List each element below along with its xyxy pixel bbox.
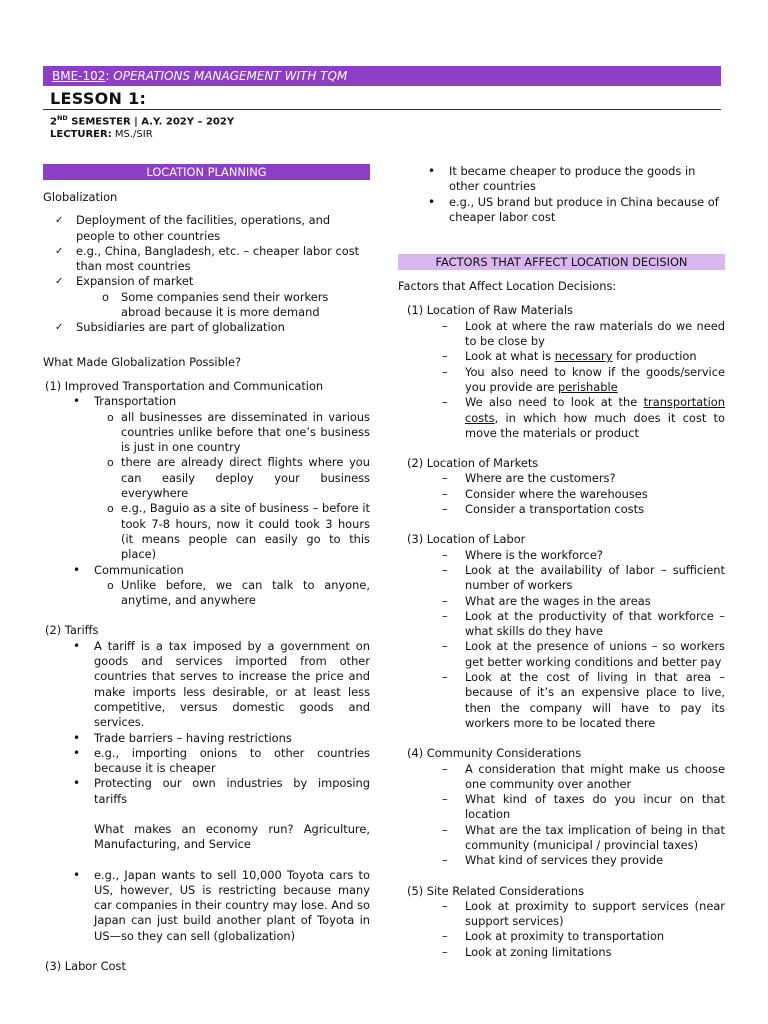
list-item-text: Expansion of market [76,274,194,289]
list-item: – What are the tax implication of being in that community (municipal / provincial taxes) [398,823,725,854]
raw-materials-title: (1) Location of Raw Materials [407,303,573,318]
transport-comm-list [43,394,370,608]
list-item: – Consider a transportation costs [398,502,725,517]
community-title: (4) Community Considerations [407,746,582,761]
list-item: o all businesses are disseminated in various countries unlike before that one’s business is just in one country [43,410,370,456]
list-item-text: Look at what is [465,349,555,364]
list-item: o Unlike before, we can talk to anyone, anytime, and anywhere [43,578,370,609]
course-code: BME-102 [52,69,106,83]
list-item: ✓ e.g., China, Bangladesh, etc. – cheaper labor cost than most countries [43,244,370,275]
semester-suffix: ND [56,114,68,122]
list-item: – Look at proximity to support services (near support services) [398,899,725,930]
list-item: – Look at proximity to transportation [398,929,725,944]
lecturer-label: LECTURER: [50,129,112,140]
list-item: ✓ Subsidiaries are part of globalization [43,320,370,335]
list-item: – A consideration that might make us choose one community over another [398,762,725,793]
list-item: • Trade barriers – having restrictions [43,731,370,746]
globalization-sublist [43,290,370,321]
list-item: – Consider where the warehouses [398,487,725,502]
course-title: OPERATIONS MANAGEMENT WITH TQM [113,69,348,83]
underlined-term: transportation costs [465,395,725,425]
list-item: – Look at the availability of labor – sufficient number of workers [398,563,725,594]
labor-cost-list [398,164,725,225]
list-item [43,563,370,609]
list-item: ✓ Deployment of the facilities, operations, and people to other countries [43,213,370,244]
markets-title: (2) Location of Markets [407,456,539,471]
list-item: – Look at zoning limitations [398,945,725,960]
list-item-text: You also need to know if the goods/service you provide are [465,364,725,394]
left-column [43,164,370,974]
list-item: • e.g., US brand but produce in China because of cheaper labor cost [398,195,725,226]
labor-list [398,548,725,732]
raw-materials-list [398,319,725,441]
list-item: – Look at the cost of living in that area – because of it’s an expensive place to live, then the company will have to pay its workers more to be located there [398,670,725,731]
right-column [398,164,725,960]
list-item: • A tariff is a tax imposed by a government on goods and services imported from other countries that serves to increase the price and make imports less desirable, or at least less competitive, versus domestic goods and services. [43,639,370,731]
list-item: – What kind of services they provide [398,853,725,868]
semester-line [50,114,234,127]
header-rule [43,109,721,110]
factors-heading: FACTORS THAT AFFECT LOCATION DECISION [398,254,725,270]
list-item: o there are already direct flights where you can easily deploy your business everywhere [43,455,370,501]
location-planning-heading: LOCATION PLANNING [43,164,370,180]
semester-number: 2 [50,116,57,128]
tariffs-title: (2) Tariffs [45,623,99,638]
globalization-heading: Globalization [43,190,118,204]
transport-comm-title: (1) Improved Transportation and Communication [45,378,324,393]
list-item: – What are the wages in the areas [398,594,725,609]
markets-list [398,471,725,517]
list-item: – Where are the customers? [398,471,725,486]
list-item: – Look at the presence of unions – so workers get better working conditions and better pay [398,639,725,670]
list-item-text: for production [612,349,697,364]
list-item [43,274,370,320]
lesson-title: LESSON 1: [50,89,147,108]
site-title: (5) Site Related Considerations [407,883,585,898]
list-item: – Look at the productivity of that workforce – what skills do they have [398,609,725,640]
list-item: • Protecting our own industries by imposing tariffs [43,776,370,807]
lecturer-line [50,129,153,140]
underlined-term: perishable [558,379,618,394]
japan-list [43,868,370,944]
lecturer-value: MS./SIR [111,129,153,140]
list-item: – Look at where the raw materials do we need to be close by [398,319,725,350]
tariffs-list [43,639,370,807]
semester-text: SEMESTER | A.Y. 202Y – 202Y [67,116,235,128]
transportation-sublist [43,410,370,563]
list-item-text: , in which how much does it cost to move the materials or product [465,410,725,440]
communication-label: Communication [94,562,184,577]
list-item: o Some companies send their workers abroad because it is more demand [43,290,370,321]
list-item-text: We also need to look at the [465,395,644,410]
list-item: • It became cheaper to produce the goods in other countries [398,164,725,195]
list-item: • e.g., Japan wants to sell 10,000 Toyota cars to US, however, US is restricting because many car companies in their country may lose. And so Japan can just build another plant of Toyota in US—so they can sell (globalization) [43,868,370,944]
communication-sublist [43,578,370,609]
list-item [43,394,370,562]
list-item: o e.g., Baguio as a site of business – before it took 7-8 hours, now it could took 3 hours (it means people can easily go to this place) [43,501,370,562]
underlined-term: necessary [554,349,613,364]
globalization-list [43,213,370,335]
list-item: – Where is the workforce? [398,548,725,563]
course-separator: : [105,69,114,83]
course-banner [43,66,721,86]
what-made-heading: What Made Globalization Possible? [43,354,242,369]
site-list [398,899,725,960]
list-item: – What kind of taxes do you incur on that location [398,792,725,823]
factors-subheading: Factors that Affect Location Decisions: [398,279,617,294]
economy-note: What makes an economy run? Agriculture, Manufacturing, and Service [94,821,370,852]
community-list [398,762,725,869]
list-item [398,365,725,396]
list-item: • e.g., importing onions to other countries because it is cheaper [43,746,370,777]
labor-cost-title: (3) Labor Cost [45,959,126,974]
list-item [398,349,725,364]
list-item [398,395,725,441]
labor-title: (3) Location of Labor [407,532,526,547]
transportation-label: Transportation [94,394,177,409]
